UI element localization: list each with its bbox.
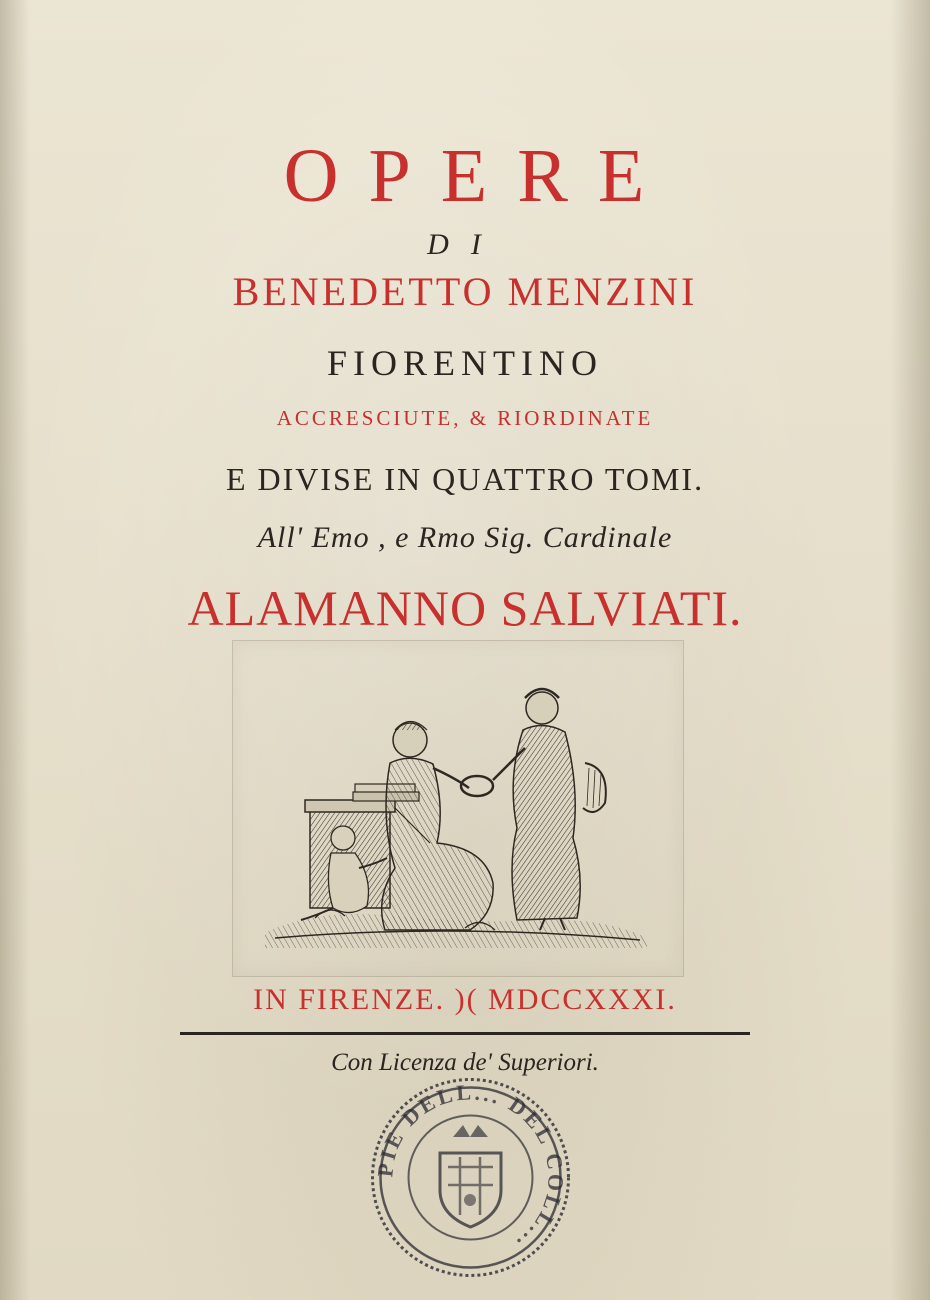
horizontal-rule [180,1032,750,1035]
dedicatee-name: ALAMANNO SALVIATI. [187,580,743,636]
edition-note: ACCRESCIUTE, & RIORDINATE [276,406,654,430]
stamp-legend: PIE DELL... DEL COLL... [372,1079,569,1259]
library-stamp-icon [368,1075,573,1280]
author-name: BENEDETTO MENZINI [232,269,698,314]
book-title: OPERE [283,134,675,218]
author-origin: FIORENTINO [327,343,603,383]
dedication-line: All' Emo , e Rmo Sig. Cardinale [257,521,673,554]
license-line: Con Licenza de' Superiori. [331,1049,599,1076]
connector-text: DI [427,228,503,261]
allegorical-engraving-icon [255,668,655,958]
imprint-line: IN FIRENZE. )( MDCCXXXI. [253,983,677,1016]
volumes-note: E DIVISE IN QUATTRO TOMI. [225,461,705,497]
